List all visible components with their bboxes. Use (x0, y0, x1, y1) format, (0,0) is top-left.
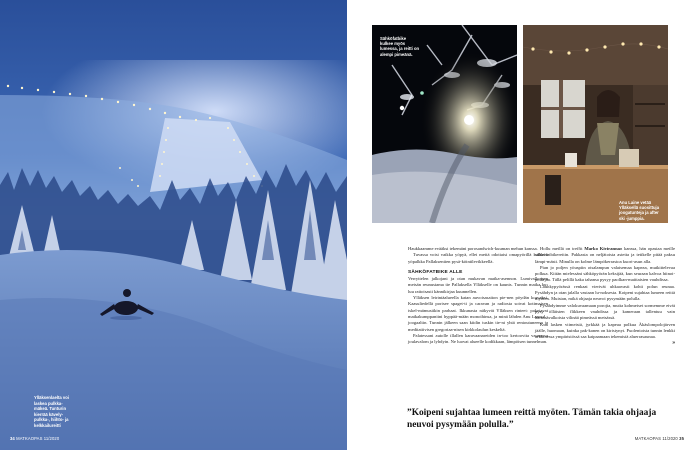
paragraph: Verryttelen jalkojani ja otan mukavan matka-asennon. Lumivalkoisen metsän reunustama tie Pallaksella Ylläkselle on kaunis. Tunnin matka ku-luu rattoisasti kännikirjaa kuunnellen. (408, 276, 548, 294)
paragraph: Tuvassa voisi vaikka yöpyä, ellei meitä odottaisi omapyörillä kulkeva yöpalkka Pallaksentien pysä-köintilevikkeellä. (408, 252, 548, 264)
paragraph: Haukkaamme evääksi tekemäni porosandwich-kuuman mehun kanssa. (408, 246, 538, 251)
paragraph: Pian jo poljen yöuspiin otsalampun valaisemaa kapeaa, mutkittelevaa polkua. Kiitän mielessäni sähköpyörän keksijää, kun seuraan kalvoa hiinoi-polkijaa. Tällä pelillä kaka tahansa pysyy paolkan-maittaisien vauhdissa. (535, 264, 675, 283)
paragraph: Ylläksen leirintäalueella katan auvoisasaiton pie-nen pöydän korvaksi. Kaasuliedellä porisee spaget-ti ja caravan ja radiosta soivat kotimaisen iskel-mämusiikin parhaat. Ikkunasta näkyvät Ylläksen rinteet: paketavat matkakumppanitni hyppää-mään monoihinsa, ja minä lähden Anu Lanord -joogaaltin. Tunnin jälkeen saan kiidin tuskin tie-ni yhtä rentoutuneena ja meditatiivisen gregoriaa-nisen kirkkolaulun keskeltä. (408, 295, 548, 332)
article-column-1 (408, 246, 548, 345)
paragraph (535, 246, 675, 265)
paragraph: Palatessani autolle illallen karavaanareiden in-too kertoovita vaunussa joulavalom ja lyhdyin. Ne luovat alueelle kodikkaan, lämpöisen tunnelman. (408, 332, 548, 345)
right-page (347, 0, 694, 450)
person-name: Marko Kiviranna (584, 246, 620, 251)
article-column-2 (535, 246, 675, 347)
paragraph: Kun lasken viimeistä, jyrkkää ja kapeaa polkua Äkäslompolojärven jäälle, huomaan, kuinka pak-kanen on kiristynyt. Puolentoista tunnin lenkki arkkinessa ympäristössä saa kaipaamaan tekemistä aluerrasaunaa. (535, 321, 675, 340)
page-number-right: 35 (679, 436, 684, 441)
left-folio (10, 436, 59, 441)
cafe-image (523, 25, 668, 223)
folio-label-left: MATKAOPAS 11/2020 (16, 436, 60, 441)
subheading: SÄHKÖFATBIKE ALLE (408, 269, 463, 275)
continue-marker (535, 340, 675, 346)
continue-arrow-icon: » (672, 340, 675, 347)
cafe-photo (523, 25, 668, 223)
text-run: n kanssa, hän opastaa meille sähköfatbikereitin. Pakkasta on neljätoista astetta ja tetikelle pitää paksu lämpi-mästi. Minulla on kolme lämpökerrastoa kuori-asun alla. (535, 246, 675, 264)
right-folio (635, 436, 684, 441)
text-run: Hollu meillä on treffit (540, 246, 585, 251)
night-photo-caption: Sähköfatbike kulkee myös lumessa, ja reitti on alempi pimeänä. (380, 36, 420, 57)
night-bike-photo (372, 25, 517, 223)
folio-label-right: MATKAOPAS 11/2020 (634, 436, 678, 441)
left-photo-caption: Ylläksenlaelta voi laskea pulkka-mäkeä. Tunturin kierrää kävely-pulkka-, hiihto- ja kelkkailureitti (34, 395, 69, 428)
paragraph: Lauhkypyörässä renkaat vierivät uhkaavasti kohti polun reunaa. Pysähdyn ja otan jalalla vastaan lu-noksesta. Koipeni sujahtaa lumeen reittä myöten. Muistan, mikä ohjaaja neuvoi pysymään polulla. (535, 283, 675, 302)
pull-quote: ”Koipeni sujahtaa lumeen reittä myöten. Tämän takia ohjaaja neuvoi pysymään polulla.” (407, 408, 657, 430)
cafe-photo-caption: Anu Laine vetää Ylläksellä suosittuja joogatunteja ja after ski -jumppia. (619, 200, 660, 221)
paragraph: Pysähdyimme valokuvaamaan porojia, mutta kohmeiset sormemme eivät pysy ölläisten flikkeen vauhdissa ja kameraan tallentuu vain harmaavalkoista vilinää pimeässä metsässä. (535, 302, 675, 321)
page-number-left: 34 (10, 436, 15, 441)
